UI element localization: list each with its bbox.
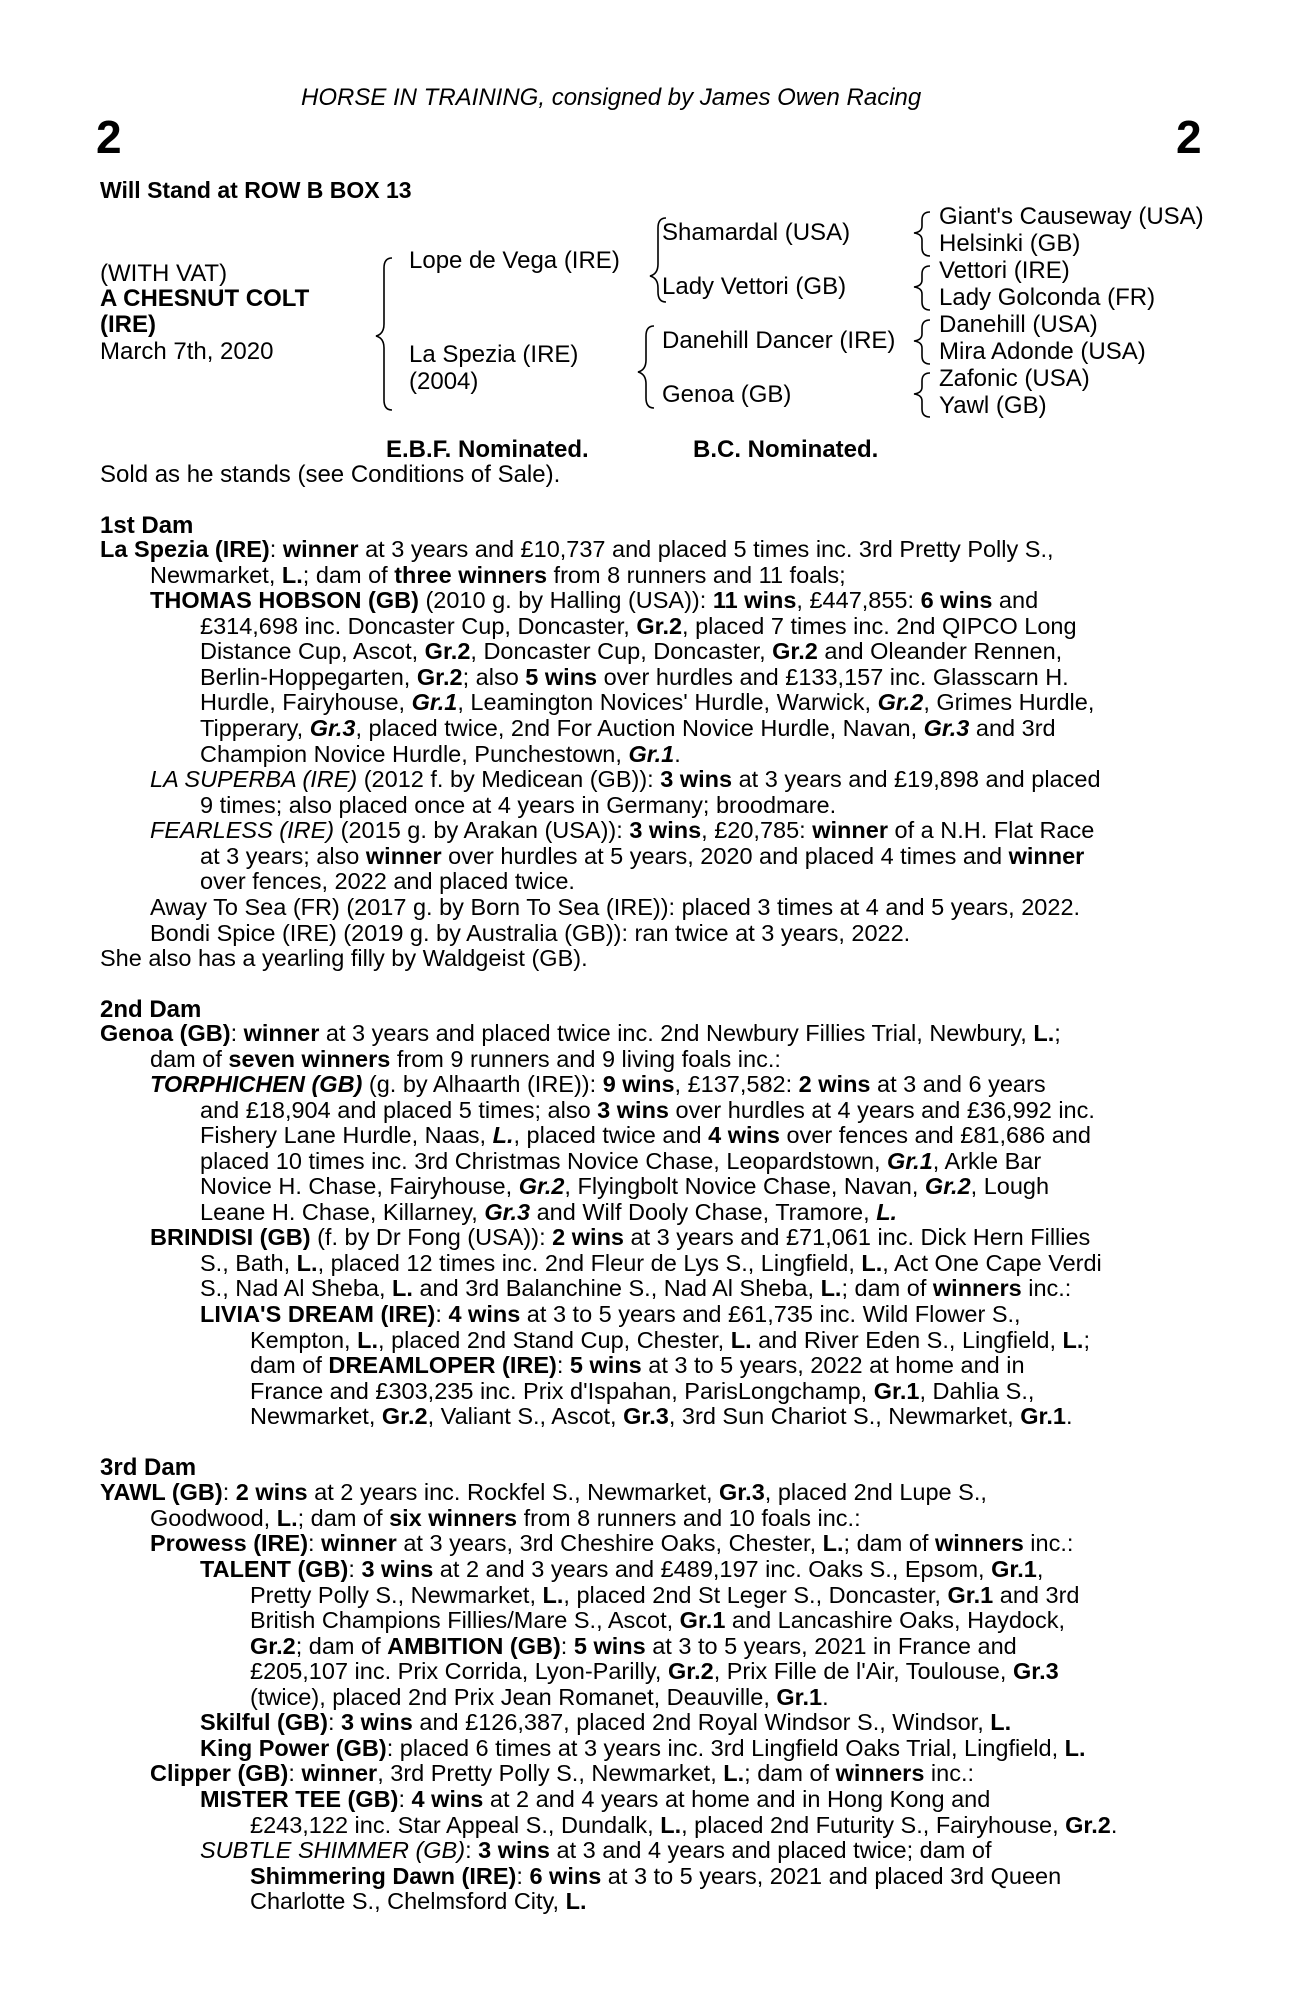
lot-number-left: 2 — [96, 111, 122, 163]
catalogue-header: HORSE IN TRAINING, consigned by James Owen Racing — [301, 84, 922, 111]
grandsire-1: Giant's Causeway (USA) — [939, 203, 1204, 230]
second-dam-entry: Genoa (GB): winner at 3 years and placed twice inc. 2nd Newbury Fillies Trial, Newbury, L.; dam of seven winners from 9 runners and 9 living foals inc.: — [100, 1020, 1061, 1072]
sire-dam: Lady Vettori (GB) — [662, 273, 847, 300]
progeny-torphichen: TORPHICHEN (GB) (g. by Alhaarth (IRE)): 9 wins, £137,582: 2 wins at 3 and 6 years and £18,904 and placed 5 times; also 3 wins over hurdles at 4 years and £36,992 inc. Fishery Lane Hurdle, Naas, L., placed twice and 4 wins over fences and £81,686 and placed 10 times inc. 3rd Christmas Novice Chase, Leopardstown, Gr.1, Arkle Bar Novice H. Chase, Fairyhouse, Gr.2, Flyingbolt Novice Chase, Navan, Gr.2, Lough Leane H. Chase, Killarney, Gr.3 and Wilf Dooly Chase, Tramore, L. — [150, 1071, 1095, 1225]
foaling-date: March 7th, 2020 — [100, 338, 274, 365]
grandsire-7: Zafonic (USA) — [939, 365, 1090, 392]
progeny-away-to-sea: Away To Sea (FR) (2017 g. by Born To Sea (IRE)): placed 3 times at 4 and 5 years, 2022. Bondi Spice (IRE) (2019 g. by Australia (GB)): ran twice at 3 years, 2022. — [150, 894, 1081, 946]
grandsire-6: Mira Adonde (USA) — [939, 338, 1146, 365]
vat-note: (WITH VAT) — [100, 260, 228, 287]
stand-location: Will Stand at ROW B BOX 13 — [100, 177, 412, 203]
lot-number-right: 2 — [1176, 111, 1202, 163]
progeny-prowess: Prowess (IRE): winner at 3 years, 3rd Cheshire Oaks, Chester, L.; dam of winners inc.: — [150, 1530, 1074, 1556]
first-dam-yearling-note: She also has a yearling filly by Waldgeist (GB). — [100, 945, 588, 971]
horse-description: A CHESNUT COLT — [100, 285, 310, 312]
grandsire-4: Lady Golconda (FR) — [939, 284, 1156, 311]
third-dam-entry: YAWL (GB): 2 wins at 2 years inc. Rockfel S., Newmarket, Gr.3, placed 2nd Lupe S., Goodwood, L.; dam of six winners from 8 runners and 10 foals inc.: — [100, 1479, 987, 1531]
progeny-skilful: Skilful (GB): 3 wins and £126,387, placed 2nd Royal Windsor S., Windsor, L. King Power (GB): placed 6 times at 3 years inc. 3rd Lingfield Oaks Trial, Lingfield, L. — [200, 1709, 1086, 1761]
sold-as-note: Sold as he stands (see Conditions of Sale). — [100, 461, 561, 488]
grandsire-3: Vettori (IRE) — [939, 257, 1070, 284]
progeny-mister-tee: MISTER TEE (GB): 4 wins at 2 and 4 years at home and in Hong Kong and £243,122 inc. Star Appeal S., Dundalk, L., placed 2nd Futurity S., Fairyhouse, Gr.2. SUBTLE SHIMMER (GB): 3 wins at 3 and 4 years and placed twice; dam of Shimmering Dawn (IRE): 6 wins at 3 to 5 years, 2021 and placed 3rd Queen Charlotte S., Chelmsford City, L. — [200, 1786, 1118, 1915]
sire-sire: Shamardal (USA) — [662, 219, 851, 246]
dam-sire: Danehill Dancer (IRE) — [662, 327, 896, 354]
progeny-fearless: FEARLESS (IRE) (2015 g. by Arakan (USA)): 3 wins, £20,785: winner of a N.H. Flat Race at 3 years; also winner over hurdles at 5 years, 2020 and placed 4 times and winner over fences, 2022 and placed twice. — [150, 817, 1095, 895]
progeny-livias-dream: LIVIA'S DREAM (IRE): 4 wins at 3 to 5 years and £61,735 inc. Wild Flower S., Kempton, L., placed 2nd Stand Cup, Chester, L. and River Eden S., Lingfield, L.; dam of DREAMLOPER (IRE): 5 wins at 3 to 5 years, 2022 at home and in France and £303,235 inc. Prix d'Ispahan, ParisLongchamp, Gr.1, Dahlia S., Newmarket, Gr.2, Valiant S., Ascot, Gr.3, 3rd Sun Chariot S., Newmarket, Gr.1. — [200, 1301, 1090, 1430]
progeny-brindisi: BRINDISI (GB) (f. by Dr Fong (USA)): 2 wins at 3 years and £71,061 inc. Dick Hern Fillies S., Bath, L., placed 12 times inc. 2nd Fleur de Lys S., Lingfield, L., Act One Cape Verdi S., Nad Al Sheba, L. and 3rd Balanchine S., Nad Al Sheba, L.; dam of winners inc.: — [150, 1224, 1102, 1302]
sire-name: Lope de Vega (IRE) — [409, 247, 620, 274]
progeny-la-superba: LA SUPERBA (IRE) (2012 f. by Medicean (GB)): 3 wins at 3 years and £19,898 and placed 9 times; also placed once at 4 years in Germany; broodmare. — [150, 766, 1101, 818]
second-dam-heading: 2nd Dam — [100, 996, 202, 1023]
grandsire-8: Yawl (GB) — [939, 392, 1047, 419]
first-dam-entry: La Spezia (IRE): winner at 3 years and £10,737 and placed 5 times inc. 3rd Pretty Polly S., Newmarket, L.; dam of three winners from 8 runners and 11 foals; — [100, 536, 1054, 588]
dam-name: La Spezia (IRE) — [409, 341, 579, 368]
progeny-clipper: Clipper (GB): winner, 3rd Pretty Polly S., Newmarket, L.; dam of winners inc.: — [150, 1760, 975, 1786]
third-dam-heading: 3rd Dam — [100, 1454, 197, 1481]
first-dam-heading: 1st Dam — [100, 512, 194, 539]
bc-nomination: B.C. Nominated. — [693, 436, 879, 463]
grandsire-2: Helsinki (GB) — [939, 230, 1081, 257]
ebf-nomination: E.B.F. Nominated. — [386, 436, 589, 463]
dam-year: (2004) — [409, 368, 479, 395]
dam-dam: Genoa (GB) — [662, 381, 792, 408]
progeny-thomas-hobson: THOMAS HOBSON (GB) (2010 g. by Halling (USA)): 11 wins, £447,855: 6 wins and £314,698 inc. Doncaster Cup, Doncaster, Gr.2, placed 7 times inc. 2nd QIPCO Long Distance Cup, Ascot, Gr.2, Doncaster Cup, Doncaster, Gr.2 and Oleander Rennen, Berlin-Hoppegarten, Gr.2; also 5 wins over hurdles and £133,157 inc. Glasscarn H. Hurdle, Fairyhouse, Gr.1, Leamington Novices' Hurdle, Warwick, Gr.2, Grimes Hurdle, Tipperary, Gr.3, placed twice, 2nd For Auction Novice Hurdle, Navan, Gr.3 and 3rd Champion Novice Hurdle, Punchestown, Gr.1. — [150, 587, 1095, 767]
progeny-talent: TALENT (GB): 3 wins at 2 and 3 years and £489,197 inc. Oaks S., Epsom, Gr.1, Pretty Polly S., Newmarket, L., placed 2nd St Leger S., Doncaster, Gr.1 and 3rd British Champions Fillies/Mare S., Ascot, Gr.1 and Lancashire Oaks, Haydock, Gr.2; dam of AMBITION (GB): 5 wins at 3 to 5 years, 2021 in France and £205,107 inc. Prix Corrida, Lyon-Parilly, Gr.2, Prix Fille de l'Air, Toulouse, Gr.3 (twice), placed 2nd Prix Jean Romanet, Deauville, Gr.1. — [200, 1556, 1080, 1710]
grandsire-5: Danehill (USA) — [939, 311, 1098, 338]
horse-origin: (IRE) — [100, 311, 156, 338]
